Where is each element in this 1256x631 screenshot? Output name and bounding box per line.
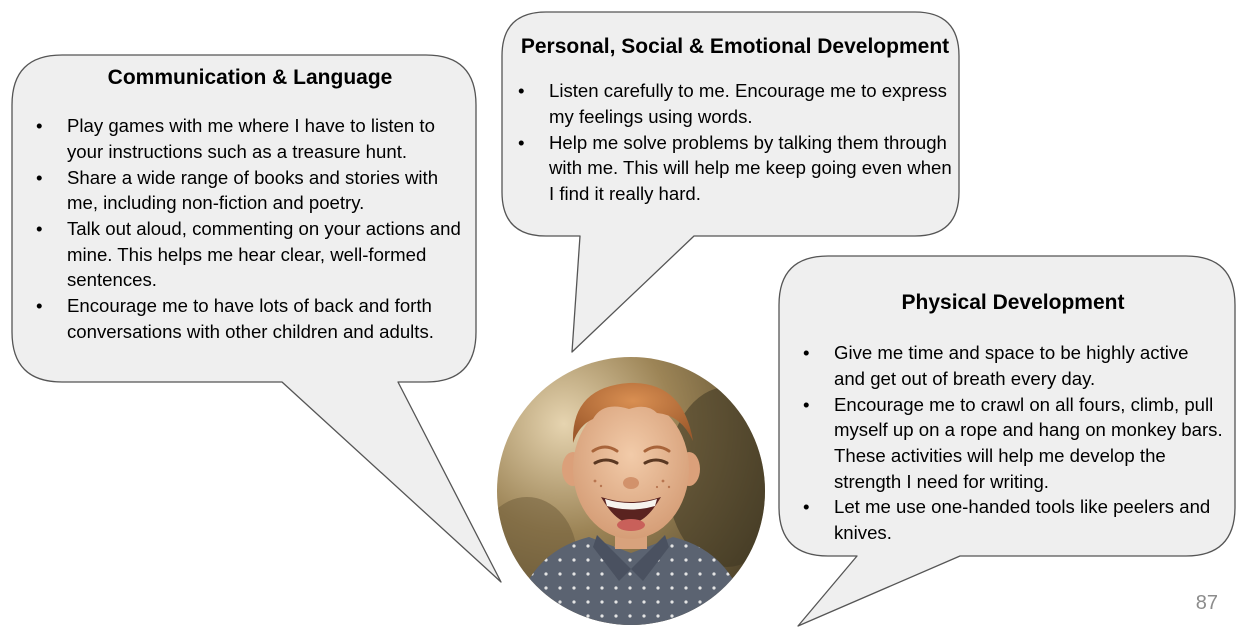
personal-social-title: Personal, Social & Emotional Development: [520, 35, 950, 58]
list-item: • Encourage me to crawl on all fours, climb, pull myself up on a rope and hang on monkey bars. These activities will help me develop the strength I need for writing.: [803, 392, 1223, 495]
physical-bubble-content: [803, 290, 1223, 546]
list-item: • Share a wide range of books and stories with me, including non-fiction and poetry.: [36, 165, 464, 216]
list-item: • Listen carefully to me. Encourage me to express my feelings using words.: [518, 78, 952, 129]
personal-social-bubble-content: [518, 34, 952, 207]
list-item: • Help me solve problems by talking them through with me. This will help me keep going even when I find it really hard.: [518, 130, 952, 207]
list-item: • Encourage me to have lots of back and forth conversations with other children and adults.: [36, 293, 464, 344]
list-item: • Give me time and space to be highly active and get out of breath every day.: [803, 340, 1223, 391]
personal-social-list: [518, 78, 952, 207]
list-item: • Let me use one-handed tools like peelers and knives.: [803, 494, 1223, 545]
list-item: • Talk out aloud, commenting on your actions and mine. This helps me hear clear, well-formed sentences.: [36, 216, 464, 293]
page-number: 87: [1195, 592, 1218, 614]
communication-list: [36, 113, 464, 344]
communication-bubble-content: [36, 65, 464, 345]
physical-title: Physical Development: [901, 291, 1125, 314]
list-item: • Play games with me where I have to listen to your instructions such as a treasure hunt.: [36, 113, 464, 164]
communication-title: Communication & Language: [107, 66, 393, 89]
physical-list: [803, 340, 1223, 546]
laughing-child-photo: [497, 357, 765, 625]
